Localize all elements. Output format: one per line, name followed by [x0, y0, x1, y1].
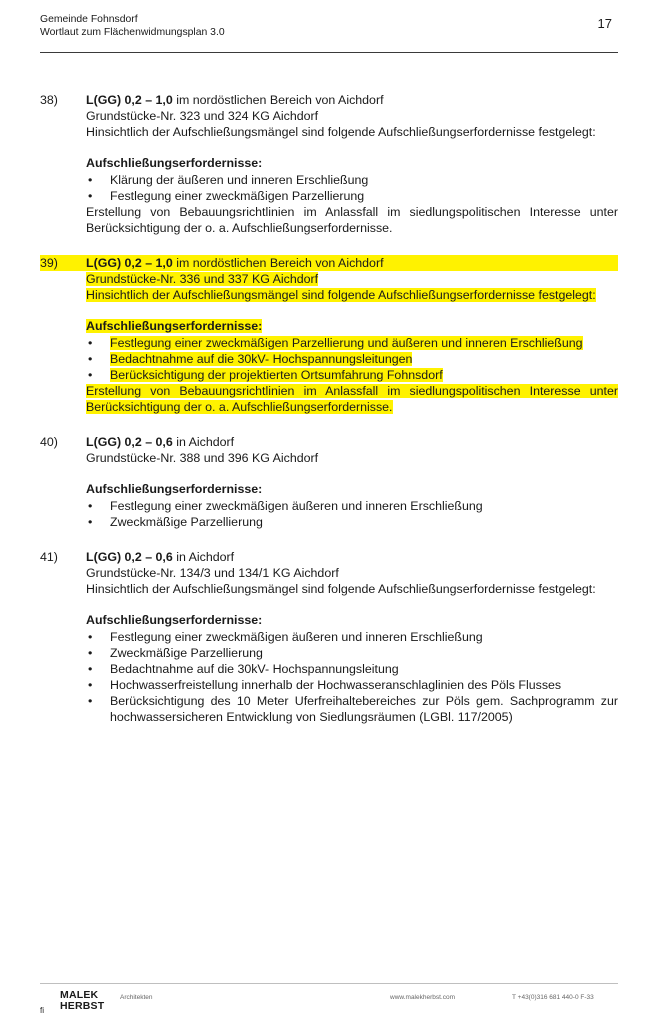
item-title [86, 92, 618, 108]
item-title-row [40, 434, 618, 450]
logo-line-1: MALEK [60, 989, 99, 1001]
requirements-heading: Aufschließungserfordernisse: [86, 319, 263, 333]
location-text: im nordöstlichen Bereich von Aichdorf [172, 93, 384, 107]
item-title-row [40, 92, 618, 108]
zoning-item-39 [40, 255, 618, 415]
zoning-code: L(GG) 0,2 – 1,0 [86, 93, 173, 107]
closing-text: Erstellung von Bebauungsrichtlinien im Anlassfall im siedlungspolitischen Interesse unter Berücksichtigung der o. a. Aufschließungserfordernisse. [86, 205, 618, 235]
page-header [40, 14, 618, 53]
requirement-item: • Bedachtnahme auf die 30kV- Hochspannungsleitung [86, 661, 618, 677]
document-content [40, 92, 618, 744]
parcel-numbers: Grundstücke-Nr. 134/3 und 134/1 KG Aichdorf [86, 566, 339, 580]
item-number: 40) [40, 435, 58, 449]
requirements-list [86, 629, 618, 725]
requirement-item: • Zweckmäßige Parzellierung [86, 514, 618, 530]
requirement-item: • Hochwasserfreistellung innerhalb der Hochwasseranschlaglinien des Pöls Flusses [86, 677, 618, 693]
closing-text: Erstellung von Bebauungsrichtlinien im Anlassfall im siedlungspolitischen Interesse unter Berücksichtigung der o. a. Aufschließungserfordernisse. [86, 384, 618, 414]
intro-text: Hinsichtlich der Aufschließungsmängel sind folgende Aufschließungserfordernisse festgelegt: [86, 125, 596, 139]
item-number: 41) [40, 550, 58, 564]
location-text: im nordöstlichen Bereich von Aichdorf [172, 256, 384, 270]
requirement-item: • Festlegung einer zweckmäßigen Parzellierung [86, 188, 618, 204]
item-body [86, 565, 618, 725]
requirement-item: • Klärung der äußeren und inneren Erschließung [86, 172, 618, 188]
item-title-row [40, 255, 618, 271]
item-number: 38) [40, 93, 58, 107]
parcel-numbers: Grundstücke-Nr. 323 und 324 KG Aichdorf [86, 109, 319, 123]
requirements-heading: Aufschließungserfordernisse: [86, 482, 263, 496]
parcel-numbers: Grundstücke-Nr. 336 und 337 KG Aichdorf [86, 272, 319, 286]
item-title [86, 255, 618, 271]
requirement-item: • Festlegung einer zweckmäßigen äußeren und inneren Erschließung [86, 629, 618, 645]
zoning-code: L(GG) 0,2 – 0,6 [86, 550, 173, 564]
item-title-row [40, 549, 618, 565]
phone-number: T +43(0)316 681 440-0 F-33 [512, 994, 594, 1001]
page-footer [40, 983, 618, 1024]
architects-label: Architekten [120, 994, 153, 1001]
requirement-item: • Berücksichtigung der projektierten Ortsumfahrung Fohnsdorf [86, 367, 618, 383]
zoning-item-38 [40, 92, 618, 236]
requirements-heading: Aufschließungserfordernisse: [86, 613, 263, 627]
requirement-item: • Zweckmäßige Parzellierung [86, 645, 618, 661]
item-body [86, 450, 618, 530]
company-logo [60, 990, 104, 1012]
municipality-name: Gemeinde Fohnsdorf [40, 14, 138, 25]
location-text: in Aichdorf [172, 550, 235, 564]
website-link[interactable]: www.malekherbst.com [390, 994, 456, 1001]
page-number: 17 [597, 16, 612, 31]
document-title: Wortlaut zum Flächenwidmungsplan 3.0 [40, 26, 225, 38]
item-title [86, 549, 618, 565]
item-number: 39) [40, 256, 58, 270]
requirements-heading: Aufschließungserfordernisse: [86, 156, 263, 170]
item-body [86, 271, 618, 415]
zoning-item-40 [40, 434, 618, 530]
requirements-list [86, 172, 618, 204]
item-body [86, 108, 618, 236]
requirement-item: • Bedachtnahme auf die 30kV- Hochspannungsleitungen [86, 351, 618, 367]
zoning-code: L(GG) 0,2 – 1,0 [86, 256, 173, 270]
intro-text: Hinsichtlich der Aufschließungsmängel sind folgende Aufschließungserfordernisse festgelegt: [86, 582, 596, 596]
requirement-item: • Berücksichtigung des 10 Meter Uferfreihaltebereiches zur Pöls gem. Sachprogramm zur hochwassersicheren Entwicklung von Siedlungsräumen (LGBl. 117/2005) [86, 693, 618, 725]
requirements-list [86, 498, 618, 530]
logo-mark-icon: fi [40, 1006, 44, 1015]
requirement-item: • Festlegung einer zweckmäßigen äußeren und inneren Erschließung [86, 498, 618, 514]
location-text: in Aichdorf [172, 435, 235, 449]
requirements-list [86, 335, 618, 383]
logo-line-2: HERBST [60, 1000, 105, 1012]
parcel-numbers: Grundstücke-Nr. 388 und 396 KG Aichdorf [86, 451, 319, 465]
item-title [86, 434, 618, 450]
intro-text: Hinsichtlich der Aufschließungsmängel sind folgende Aufschließungserfordernisse festgelegt: [86, 288, 596, 302]
zoning-item-41 [40, 549, 618, 725]
zoning-code: L(GG) 0,2 – 0,6 [86, 435, 173, 449]
requirement-item: • Festlegung einer zweckmäßigen Parzellierung und äußeren und inneren Erschließung [86, 335, 618, 351]
